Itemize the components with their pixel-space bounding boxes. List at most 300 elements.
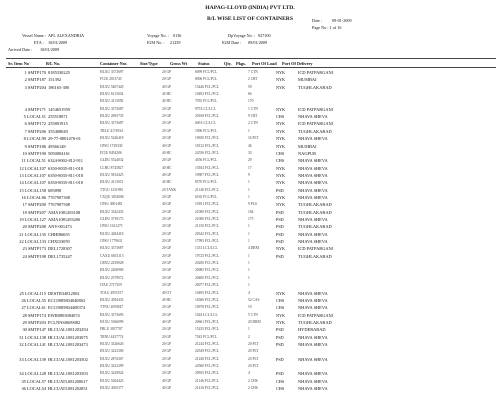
port-of-delivery-cell: NAGPUR [298, 150, 317, 156]
gross-wt-status-cell: 20661 FCL/FCL [195, 319, 220, 324]
container-cell: TTGU 1251985 [100, 187, 124, 192]
bl-cell: 6350-8035-811-018 [48, 180, 83, 186]
bl-cell: 49366148 [48, 143, 66, 149]
size-type-cell: 40 GP [162, 172, 172, 177]
size-type-cell: 20 GP [162, 106, 172, 111]
pkgs-cell: 1 [248, 128, 250, 133]
size-type-cell: 20 GP [162, 70, 172, 74]
container-cell: FCIU 2013745 [100, 77, 122, 82]
container-cell: CLHU 8745827 [100, 165, 124, 170]
port-of-load-cell: NYK [276, 128, 286, 134]
col-header-gross-wt: Gross Wt [170, 61, 188, 66]
gross-wt-status-cell: 1024 LCL/LCL [195, 312, 218, 317]
bl-cell: ECC00858040408S2 [48, 297, 86, 303]
size-type-cell: 20 GP [162, 209, 172, 214]
gross-wt-status-cell: 21146 FCL/FCL [195, 378, 219, 383]
size-type-cell: 20 GP [162, 327, 172, 332]
bl-cell: 255801915 [48, 121, 68, 127]
gross-wt-status-cell: 600 LCL/LCL [195, 121, 216, 126]
gross-wt-status-cell: 17995 FCL/FCL [195, 239, 220, 244]
size-type-cell: 20 GP [162, 349, 172, 354]
port-of-load-cell: NYK [276, 290, 286, 296]
port-of-load-cell: NYK [276, 312, 286, 318]
port-of-delivery-cell: NHAVA SHEVA [298, 334, 328, 340]
sr-cell: 10 SMTP190 [22, 150, 46, 156]
container-cell: ITAU 2717359 [100, 283, 122, 288]
gross-wt-status-cell: 15235 FCL/FCL [195, 327, 220, 332]
container-cell: HLXU 3373687 [100, 106, 124, 111]
size-type-cell: 40 HC [162, 297, 172, 302]
port-of-load-cell: CHS [276, 378, 285, 384]
pkgs-cell: 1 [248, 327, 250, 332]
gross-wt-status-cell: 21240 FCL/FCL [195, 356, 220, 361]
sr-cell: 19 LOCAL127 [19, 217, 46, 222]
sr-cell: 12 LOCAL107 [19, 165, 46, 171]
bl-cell: ECC0085804408374 [48, 305, 86, 311]
size-type-cell: 20 GP [162, 356, 172, 361]
size-type-cell: 20 GP [162, 253, 172, 258]
container-cell: HLXU 5407420 [100, 84, 124, 89]
port-of-delivery-cell: NHAVA SHEVA [298, 136, 328, 142]
port-of-load-cell: NYK [276, 202, 286, 208]
container-cell: HLXU 4284418 [100, 231, 124, 236]
port-of-delivery-cell: TUGHLAKABAD [298, 209, 332, 215]
igm-date-value: 09/01/2009 [248, 40, 268, 45]
port-of-load-cell: PSD [276, 239, 284, 245]
eta-value: 10/01/2009 [48, 40, 68, 45]
port-of-load-cell: NYK [276, 77, 286, 83]
size-type-cell: 40 HC [162, 180, 172, 185]
dp-voyage-label: DpVoyage No. : [228, 33, 256, 38]
port-of-delivery-cell: NHAVA SHEVA [298, 386, 328, 392]
col-header-pkgs: Pkgs. [236, 61, 246, 66]
bl-cell: CHXI33059 [48, 239, 70, 245]
port-of-load-cell: PSD [276, 209, 284, 215]
sr-cell: 6 SMTP172 [24, 121, 46, 127]
bl-cell: AMA1081203108 [48, 209, 81, 215]
pkgs-cell: 1 [248, 180, 250, 185]
port-of-delivery-cell: NHAVA SHEVA [298, 217, 328, 222]
pkgs-cell: 20 PLT [248, 356, 259, 361]
gross-wt-status-cell: 21146 FCL/FCL [195, 187, 219, 192]
port-of-delivery-cell: NHAVA SHEVA [298, 165, 328, 171]
container-cell: TRLU 4174934 [100, 128, 123, 133]
pkgs-cell: 1 [248, 187, 250, 192]
pkgs-cell: 4 [248, 371, 250, 376]
pkgs-cell: 9 PLS [248, 202, 257, 207]
sr-cell: 17 SMTP200 [22, 202, 46, 208]
gross-wt-status-cell: 20200 FCL/FCL [195, 261, 220, 266]
size-type-cell: 40 GP [162, 202, 172, 207]
sr-cell: 31 LOCAL138 [19, 334, 46, 340]
port-of-load-cell: NYK [276, 194, 286, 200]
voyage-label: Voyage No. : [147, 33, 169, 38]
bl-cell: 6350-8035-811-018 [48, 165, 83, 171]
bl-cell: HLCUAL1081203473 [48, 341, 88, 347]
port-of-load-cell: NYK [276, 106, 286, 112]
container-cell: HLXU 5366099 [100, 319, 124, 324]
gross-wt-status-cell: 1906 FCL/FCL [195, 128, 218, 133]
port-of-delivery-cell: NHAVA SHEVA [298, 341, 328, 347]
port-of-load-cell: NYK [276, 180, 286, 186]
bl-cell: 7767907508 [48, 202, 70, 208]
size-type-cell: 40 GP [162, 386, 172, 391]
pkgs-cell: 2 CRT [248, 77, 258, 82]
pkgs-cell: 184 [248, 209, 254, 214]
port-of-load-cell: PSD [276, 371, 284, 377]
port-of-load-cell: NYK [276, 136, 286, 142]
igm-value: 21239 [170, 40, 181, 45]
bl-cell: 1454651959 [48, 106, 70, 112]
port-of-load-cell: PSD [276, 341, 284, 347]
pkgs-cell: 1 [248, 239, 250, 244]
port-of-delivery-cell: TUGHLAKABAD [298, 84, 332, 90]
bl-cell: 685898 [48, 187, 62, 193]
gross-wt-status-cell: 19181 FCL/FCL [195, 202, 220, 207]
port-of-load-cell: CHS [276, 158, 285, 164]
port-of-load-cell: PSD [276, 217, 284, 222]
col-header-bl: B/L No. [46, 61, 61, 66]
gross-wt-status-cell: 15446 FCL/FCL [195, 84, 220, 89]
container-cell: HLXU 3223299 [100, 364, 124, 368]
bl-cell: FCLNNS0609082 [48, 319, 81, 325]
gross-wt-status-cell: 7543 FCL/FCL [195, 334, 218, 339]
sr-cell: 14 LOCAL107 [19, 180, 46, 186]
gross-wt-status-cell: 20077 FCL/FCL [195, 283, 220, 288]
pkgs-cell: 5 CTN [248, 312, 258, 317]
size-type-cell: 20 GP [162, 364, 172, 368]
sr-cell: 9 SMTP186 [24, 143, 46, 149]
col-header-container: Container Nos [100, 61, 127, 66]
gross-wt-status-cell: 979 LCL/LCL [195, 106, 216, 111]
col-header-port-of-load: Port Of Load [252, 61, 277, 66]
size-type-cell: 20 GP [162, 194, 172, 199]
vessel-label: Vessel Name : [22, 33, 46, 38]
size-type-cell: 40 GP [162, 319, 172, 324]
report-subtitle: B/L WISE LIST OF CONTAINERS [207, 16, 293, 22]
port-of-load-cell: NYK [276, 143, 286, 149]
sr-cell: 34 LOCAL128 [19, 371, 46, 377]
pkgs-cell: 20 PLT [248, 349, 259, 354]
bl-cell: 6324-8002-812-911 [48, 158, 83, 164]
size-type-cell: 20 GP [162, 136, 172, 141]
container-cell: TRNU 4437774 [100, 334, 124, 339]
port-of-delivery-cell: NHAVA SHEVA [298, 356, 328, 362]
gross-wt-status-cell: 20085 FCL/FCL [195, 268, 220, 273]
pkgs-cell: 17 [248, 165, 252, 170]
sr-cell: 33 LOCAL139 [19, 356, 46, 362]
size-type-cell: 20 GP [162, 305, 172, 310]
port-of-load-cell: CHS [276, 114, 285, 120]
pkgs-cell: 2 CHS [248, 386, 258, 391]
bl-cell: DESTR34812002 [48, 290, 80, 296]
sr-cell: 7 SMTP206 [24, 128, 46, 134]
sr-cell: 29 SMTP203 [22, 319, 46, 325]
port-of-load-cell: PSD [276, 253, 284, 259]
bl-cell: EWR0803084074 [48, 312, 80, 318]
container-cell: CPSU 1621275 [100, 224, 123, 229]
gross-wt-status-cell: 20342 FCL/FCL [195, 231, 220, 236]
size-type-cell: 20 GP [162, 275, 172, 280]
gross-wt-status-cell: 21244 FCL/FCL [195, 341, 220, 346]
port-of-delivery-cell: NHAVA SHEVA [298, 231, 328, 237]
port-of-load-cell: NYK [276, 319, 286, 325]
gross-wt-status-cell: 16566 FCL/FCL [195, 297, 220, 302]
container-cell: HLXU 2874367 [100, 356, 124, 361]
port-of-delivery-cell: TUGHLAKABAD [298, 253, 332, 259]
port-of-delivery-cell: NHAVA SHEVA [298, 305, 328, 311]
page-number: Page No : 1 of 16 [312, 25, 342, 30]
bl-cell: 6350-8035-811-018 [48, 172, 83, 178]
container-cell: HLXU 4113050 [100, 99, 124, 104]
container-cell: CPSU 1779631 [100, 239, 123, 244]
pkgs-cell: 1 [248, 224, 250, 229]
gross-wt-status-cell: 19650 FCL/FCL [195, 136, 220, 141]
port-of-delivery-cell: TUGHLAKABAD [298, 319, 332, 325]
size-type-cell: 40 HC [162, 150, 172, 155]
size-type-cell: 40 HC [162, 92, 172, 97]
bl-cell: 355408049 [48, 128, 68, 134]
sr-cell: 20 SMTP208 [22, 224, 46, 230]
container-cell: FCIU 8454206 [100, 150, 122, 155]
sr-cell: 36 LOCAL54 [21, 386, 46, 392]
port-of-delivery-cell: NHAVA SHEVA [298, 114, 328, 120]
gross-wt-status-cell: 21150 FCL/FCL [195, 224, 219, 229]
bl-cell: 151392 [48, 77, 62, 83]
pkgs-cell: 7 CTN [248, 70, 258, 74]
sr-cell: 21 LOCAL135 [19, 231, 46, 237]
pkgs-cell: 59 [248, 84, 252, 89]
gross-wt-status-cell: 20168 FCL/FCL [195, 114, 220, 119]
bl-cell: HLCUAL1081203503 [48, 371, 88, 377]
container-cell: HLXU 5264423 [100, 378, 124, 383]
container-cell: HLXU 5814425 [100, 172, 124, 177]
pkgs-cell: 1 [248, 253, 250, 258]
size-type-cell: 20 TANK [162, 187, 177, 192]
pkgs-cell: 52 CAS [248, 297, 260, 302]
size-type-cell: 20 GP [162, 128, 172, 133]
container-cell: HLXU 3373697 [100, 70, 124, 74]
report-title: HAPAG-LLOYD (INDIA) PVT LTD. [205, 5, 295, 11]
sr-cell: 28 SMTP174 [22, 312, 46, 318]
container-cell: TTNU 2095847 [100, 305, 124, 310]
sr-cell: 18 SMTP207 [22, 209, 46, 215]
container-cell: HLXU 3373687 [100, 246, 124, 251]
bl-cell: ANY-001473 [48, 224, 72, 230]
igm-label: IGM No. : [147, 40, 165, 45]
size-type-cell: 20 GP [162, 371, 172, 376]
sr-cell: 2 SMTP187 [24, 77, 46, 83]
port-of-delivery-cell: ICD PATPARGANJ [298, 121, 334, 127]
container-cell: HLXU 2579072 [100, 275, 124, 280]
gross-wt-status-cell: 24549 FCL/FCL [195, 349, 220, 354]
size-type-cell: 40 HC [162, 99, 172, 104]
bl-cell: DEL1735247 [48, 253, 72, 259]
pkgs-cell: 4 [248, 290, 250, 295]
pkgs-cell: 1 [248, 275, 250, 280]
port-of-load-cell: PSD [276, 327, 284, 333]
container-cell: HLXU 3326626 [100, 341, 124, 346]
size-type-cell: 20 GP [162, 283, 172, 288]
port-of-load-cell: NYK [276, 246, 286, 252]
gross-wt-status-cell: 10495 FCL/FCL [195, 290, 220, 295]
arrived-value: 10/01/2009 [40, 47, 60, 52]
pkgs-cell: 29 [248, 158, 252, 163]
port-of-load-cell: NYK [276, 172, 286, 178]
pkgs-cell: 46 [248, 143, 252, 148]
size-type-cell: 20 GP [162, 158, 172, 163]
port-of-load-cell: PSD [276, 187, 284, 193]
gross-wt-status-cell: 13934 FCL/FCL [195, 165, 220, 170]
port-of-delivery-cell: ICD PATPARGANJ [298, 70, 334, 75]
sr-cell: 11 LOCAL51 [21, 158, 46, 164]
size-type-cell: 20 GP [162, 231, 172, 236]
sr-cell: 15 LOCAL158 [19, 187, 46, 193]
table-row [0, 386, 500, 395]
vessel-value: APL ALEXANDRIA [48, 33, 85, 38]
port-of-delivery-cell: NHAVA SHEVA [298, 290, 328, 296]
pkgs-cell: 170 [248, 99, 254, 104]
size-type-cell: 20 GP [162, 121, 172, 126]
port-of-load-cell: CHS [276, 150, 285, 156]
col-header-port-of-delivery: Port Of Delivery [282, 61, 313, 66]
pkgs-cell: 1 [248, 231, 250, 236]
port-of-delivery-cell: NHAVA SHEVA [298, 187, 328, 193]
header-divider-bottom [6, 67, 496, 68]
port-of-load-cell: NYK [276, 165, 286, 171]
gross-wt-status-cell: 19907 FCL/FCL [195, 172, 220, 177]
voyage-value: 0136 [173, 33, 182, 38]
gross-wt-status-cell: 6099 FCL/FCL [195, 70, 218, 74]
pkgs-cell: 2 CHS [248, 378, 258, 383]
gross-wt-status-cell: 24560 FCL/FCL [195, 364, 220, 368]
gross-wt-status-cell: 10492 FCL/FCL [195, 92, 220, 97]
bl-cell: HLCUAL1081203294 [48, 327, 88, 333]
size-type-cell: 40 GP [162, 378, 172, 383]
pkgs-cell: 20 PLT [248, 341, 259, 346]
pkgs-cell: 16 PLT [248, 136, 259, 141]
arrived-label: Arrived Date : [8, 47, 33, 52]
gross-wt-status-cell: 6165 FCL/FCL [195, 194, 218, 199]
size-type-cell: 20 GP [162, 246, 172, 251]
container-cell: GLDU 3739173 [100, 217, 124, 221]
port-of-delivery-cell: HYDERABAD [298, 327, 326, 333]
container-cell: HLXU 5226418 [100, 136, 124, 141]
pkgs-cell: 1 CTN [248, 106, 258, 111]
gross-wt-status-cell: 1331 LCL/LCL [195, 246, 218, 251]
igm-date-label: IGM Date : [222, 40, 242, 45]
container-cell: FBLU 3037787 [100, 327, 123, 332]
size-type-cell: 20 GP [162, 114, 172, 119]
gross-wt-status-cell: 21000 FCL/FCL [195, 209, 220, 214]
col-header-qty: Qty. [224, 61, 232, 66]
pkgs-cell: 9 [248, 172, 250, 177]
bl-cell: 186165-300 [48, 84, 70, 90]
container-cell: HLXU 3373693 [100, 312, 124, 317]
size-type-cell: 40 GP [162, 143, 172, 148]
container-cell: HLXU 3342433 [100, 209, 124, 214]
sr-cell: 4 SMTP171 [24, 106, 46, 112]
port-of-load-cell: PSD [276, 224, 284, 230]
port-of-delivery-cell: ICD PATPARGANJ [298, 312, 334, 318]
port-of-load-cell: CHS [276, 297, 285, 303]
size-type-cell: 20 GP [162, 312, 172, 317]
gross-wt-status-cell: 20935 FCL/FCL [195, 371, 220, 376]
port-of-delivery-cell: NHAVA SHEVA [298, 378, 328, 384]
port-of-delivery-cell: ICD PATPARGANJ [298, 106, 334, 112]
gross-wt-status-cell: 19725 FCL/FCL [195, 253, 220, 258]
pkgs-cell: 20 PLT [248, 364, 259, 368]
pkgs-cell: 175 [248, 217, 254, 221]
port-of-delivery-cell: TUGHLAKABAD [298, 224, 332, 230]
sr-cell: 16 LOCAL86 [21, 194, 46, 200]
date-label: Date : [312, 18, 323, 23]
sr-cell: 23 SMTP173 [22, 246, 46, 252]
sr-cell: 30 SMTP147 [22, 327, 46, 333]
size-type-cell: 20 GP [162, 341, 172, 346]
sr-cell: 22 LOCAL133 [19, 239, 46, 245]
gross-wt-status-cell: 24556 FCL/FCL [195, 150, 220, 155]
container-cell: HLXU 3223300 [100, 349, 124, 354]
port-of-load-cell: PSD [276, 356, 284, 362]
bl-cell: CHHI86655 [48, 231, 70, 237]
sr-cell: 24 SMTP198 [22, 253, 46, 259]
sr-cell: 5 LOCAL51 [23, 114, 46, 120]
pkgs-cell: 2 [248, 334, 250, 339]
port-of-delivery-cell: MUMBAI [298, 143, 317, 149]
gross-wt-status-cell: 21000 FCL/FCL [195, 217, 220, 221]
eta-label: ETA : [34, 40, 44, 45]
sr-cell: 3 SMTP204 [24, 84, 46, 90]
pkgs-cell: 2 CTN [248, 121, 258, 126]
col-header-size-type: Size/Type [140, 61, 158, 66]
sr-cell: 1 SMTP170 [24, 70, 46, 75]
port-of-delivery-cell: ICD PATPARGANJ [298, 246, 334, 252]
bl-cell: 8185330225 [48, 70, 70, 75]
port-of-delivery-cell: NHAVA SHEVA [298, 371, 328, 377]
port-of-load-cell: CHS [276, 305, 285, 311]
dp-voyage-value: 927100 [258, 33, 271, 38]
port-of-delivery-cell: NHAVA SHEVA [298, 297, 328, 303]
sr-cell: 32 LOCAL141 [19, 341, 46, 347]
port-of-delivery-cell: TUGHLAKABAD [298, 128, 332, 134]
container-cell: HLXU 4594433 [100, 297, 124, 302]
port-of-delivery-cell: MUMBAI [298, 77, 317, 83]
port-of-load-cell: NYK [276, 70, 286, 75]
pkgs-cell: 66 [248, 92, 252, 97]
pkgs-cell: 1 [248, 194, 250, 199]
port-of-load-cell: NYK [276, 121, 286, 127]
pkgs-cell: 1 [248, 261, 250, 266]
container-cell: TOLU 4955157 [100, 290, 123, 295]
bl-cell: 255518871 [48, 114, 68, 120]
container-cell: HLXU 6113034 [100, 92, 124, 97]
bl-cell: HLCUATL081200617 [48, 378, 88, 384]
container-cell: HLXU 3229024 [100, 371, 124, 376]
bl-cell: HLCUAL1081203075 [48, 334, 88, 340]
container-cell: HLXU 4565377 [100, 386, 124, 391]
pkgs-cell: 33 [248, 150, 252, 155]
port-of-delivery-cell: NHAVA SHEVA [298, 172, 328, 178]
port-of-load-cell: PSD [276, 334, 284, 340]
col-header-sr: Sr. Item No [8, 61, 29, 66]
port-of-load-cell: CHS [276, 386, 285, 392]
container-cell: CXQU 3052086 [100, 194, 124, 199]
pkgs-cell: 1 [248, 283, 250, 288]
size-type-cell: 20 GP [162, 224, 172, 229]
gross-wt-status-cell: 7055 FCL/FCL [195, 99, 218, 104]
gross-wt-status-cell: 8570 FCL/FCL [195, 180, 218, 185]
